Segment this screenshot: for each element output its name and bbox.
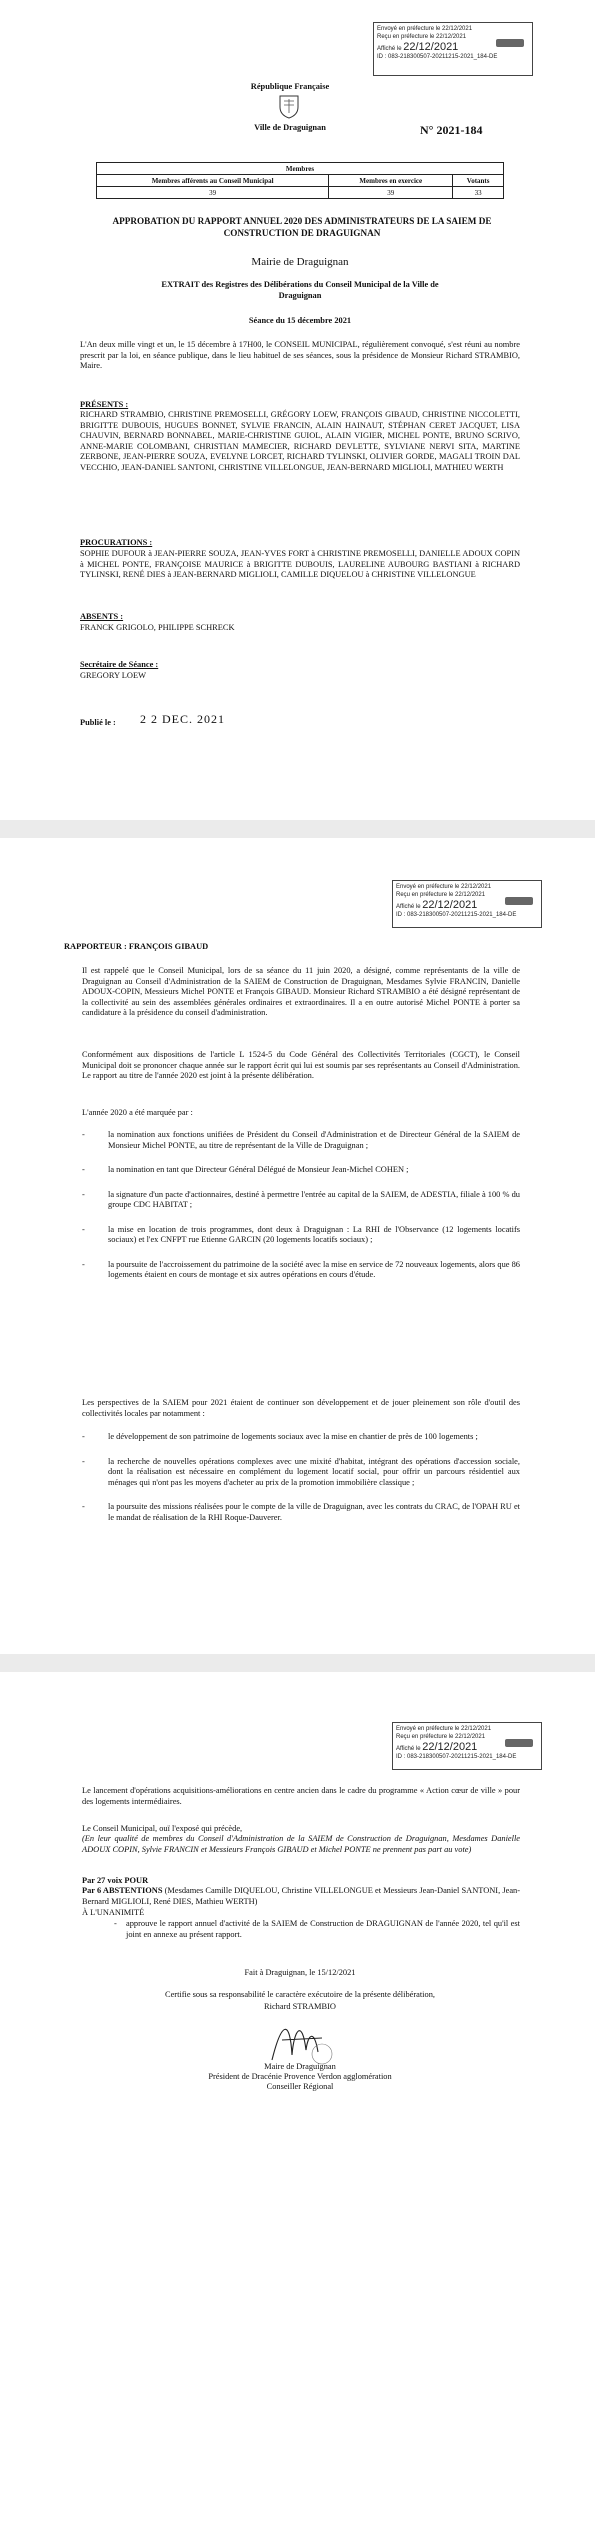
barcode-icon (496, 39, 524, 47)
signer-role-2: Président de Dracénie Provence Verdon agglomération (208, 2072, 392, 2081)
prefecture-stamp (392, 880, 542, 928)
secretary-label: Secrétaire de Séance : (80, 660, 159, 669)
prefecture-stamp (373, 22, 533, 76)
signer-name: Richard STRAMBIO (264, 2002, 336, 2011)
document-page-1 (0, 0, 595, 820)
list-item: - la mise en location de trois programmes, dont deux à Draguignan : La RHI de l'Observance (12 logements locatifs sociaux) et l'ex CNFPT rue Etienne GARCIN (20 logements locatifs sociaux) ; (68, 1225, 520, 1246)
paragraph-3: L'année 2020 a été marquée par : (82, 1108, 193, 1117)
stamp-received: Reçu en préfecture le 22/12/2021 (396, 1734, 486, 1740)
members-header: Membres en exercice (329, 175, 453, 187)
council-intro: Le Conseil Municipal, ouï l'exposé qui précède, (82, 1824, 243, 1833)
procurations-label: PROCURATIONS : (80, 538, 153, 547)
presents-label: PRÉSENTS : (80, 400, 129, 409)
vote-abstentions (82, 1886, 520, 1907)
stamp-posted: Affiché le (396, 904, 421, 910)
list-item: - la nomination en tant que Directeur Général Délégué de Monsieur Jean-Michel COHEN ; (68, 1165, 520, 1176)
abstentions-names: (Mesdames Camille DIQUELOU, Christine VILLELONGUE et Messieurs Jean-Daniel SANTONI, Jean-Bernard MIGLIOLI, René DIES, Mathieu WERTH) (82, 1886, 521, 1906)
handwritten-signature (262, 2010, 342, 2070)
stamp-date: 22/12/2021 (403, 41, 459, 53)
prefecture-stamp (392, 1722, 542, 1770)
published-label: Publié le : (80, 718, 116, 727)
paragraph-2: Conformément aux dispositions de l'article L 1524-5 du Code Général des Collectivités Territoriales (CGCT), le Conseil Municipal doit se prononcer chaque année sur le rapport écrit qui lui est soumis par ses représentants au Conseil d'Administration. Le rapport au titre de l'année 2020 est joint à la présente délibération. (82, 1050, 520, 1080)
session-date: Séance du 15 décembre 2021 (248, 316, 352, 325)
document-page-3 (0, 1672, 595, 2536)
approval-text (100, 1919, 520, 1954)
stamp-sent: Envoyé en préfecture le 22/12/2021 (377, 26, 473, 32)
highlights-list (68, 1130, 520, 1295)
paragraph-1: Le lancement d'opérations acquisitions-améliorations en centre ancien dans le cadre du programme « Action cœur de ville » pour des logements intermédiaires. (82, 1786, 520, 1806)
stamp-posted: Affiché le (396, 1746, 421, 1752)
barcode-icon (505, 897, 533, 905)
barcode-icon (505, 1739, 533, 1747)
list-item: - le développement de son patrimoine de logements sociaux avec la mise en chantier de près de 100 logements ; (68, 1432, 520, 1443)
vote-for: Par 27 voix POUR (82, 1876, 149, 1885)
deliberation-number: N° 2021-184 (420, 123, 483, 137)
members-value: 39 (97, 187, 329, 199)
signer-role-3: Conseiller Régional (266, 2082, 334, 2091)
place-date: Fait à Draguignan, le 15/12/2021 (244, 1968, 356, 1977)
document-page-2 (0, 838, 595, 1654)
paragraph-4: Les perspectives de la SAIEM pour 2021 étaient de continuer son développement et de jouer pleinement son rôle d'outil des collectivités locales par notamment : (82, 1398, 520, 1418)
stamp-received: Reçu en préfecture le 22/12/2021 (396, 892, 486, 898)
stamp-date: 22/12/2021 (422, 1741, 478, 1753)
city-label: Ville de Draguignan (254, 123, 326, 132)
published-date: 2 2 DEC. 2021 (140, 712, 225, 726)
absents-list: FRANCK GRIGOLO, PHILIPPE SCHRECK (80, 623, 235, 632)
non-voting-note: (En leur qualité de membres du Conseil d'Administration de la SAIEM de Construction de Draguignan, Mesdames Danielle ADOUX COPIN, Sylvie FRANCIN et Messieurs François GIBAUD et Michel PONTE ne prennent pas part au vote) (82, 1834, 520, 1854)
stamp-id: ID : 083-218300507-20211215-2021_184-DE (396, 1754, 517, 1760)
procurations-list: SOPHIE DUFOUR à JEAN-PIERRE SOUZA, JEAN-YVES FORT à CHRISTINE PREMOSELLI, DANIELLE ADOUX COPIN à MICHEL PONTE, FRANÇOISE MAURICE à BRIGITTE DUBOUIS, LAURELINE AUBOURG BASTIANI à RICHARD TYLINSKI, RENÉ DIES à JEAN-BERNARD MIGLIOLI, CAMILLE DIQUELOU à CHRISTINE VILLELONGUE (80, 549, 520, 579)
members-value: 39 (329, 187, 453, 199)
list-item: - la nomination aux fonctions unifiées de Président du Conseil d'Administration et de Directeur Général de la SAIEM de Monsieur Michel PONTE, au titre de représentant de la Ville de Draguignan ; (68, 1130, 520, 1151)
stamp-id: ID : 083-218300507-20211215-2021_184-DE (396, 912, 517, 918)
presents-list: RICHARD STRAMBIO, CHRISTINE PREMOSELLI, GRÉGORY LOEW, FRANÇOIS GIBAUD, CHRISTINE NICCOLETTI, BRIGITTE DUBOUIS, HUGUES BONNET, SYLVIE FRANCIN, ALAIN HAINAUT, STÉPHAN CERET JACQUET, LISA CHAUVIN, BERNARD BONNABEL, MARIE-CHRISTINE GUIOL, ALAIN VIGIER, MICHEL PONTE, BRUNO SCRIVO, ANNE-MARIE COLOMBANI, CHRISTIAN MAMECIER, RICHARD DEVLETTE, SYLVIANE NERVI SITA, MARTINE ZERBONE, JEAN-PIERRE SOUZA, EVELYNE LORCET, RICHARD TYLINSKI, OLIVIER GORDE, MAGALI TROIN DAL VECCHIO, JEAN-DANIEL SANTONI, CHRISTINE VILLELONGUE, JEAN-BERNARD MIGLIOLI, MATHIEU WERTH (80, 410, 520, 472)
members-header: Membres afférents au Conseil Municipal (97, 175, 329, 187)
list-item: - approuve le rapport annuel d'activité de la SAIEM de Construction de DRAGUIGNAN de l'année 2020, tel qu'il est joint en annexe au présent rapport. (100, 1919, 520, 1940)
members-table (96, 162, 504, 199)
intro-paragraph: L'An deux mille vingt et un, le 15 décembre à 17H00, le CONSEIL MUNICIPAL, régulièrement convoqué, s'est réuni au nombre prescrit par la loi, en séance publique, dans le lieu habituel de ses séances, sous la présidence de Monsieur Richard STRAMBIO, Maire. (80, 340, 520, 370)
stamp-id: ID : 083-218300507-20211215-2021_184-DE (377, 54, 498, 60)
perspectives-list (68, 1432, 520, 1537)
rapporteur-label: RAPPORTEUR : FRANÇOIS GIBAUD (64, 942, 209, 951)
abstentions-label: Par 6 ABSTENTIONS (82, 1886, 163, 1895)
members-header: Votants (453, 175, 504, 187)
list-item: - la signature d'un pacte d'actionnaires, destiné à permettre l'entrée au capital de la SAIEM, de ADESTIA, filiale à 100 % du groupe CDC HABITAT ; (68, 1190, 520, 1211)
list-item: - la poursuite des missions réalisées pour le compte de la ville de Draguignan, avec les contrats du CRAC, de l'OPAH RU et le mandat de réalisation de la RHI Roque-Dauverer. (68, 1502, 520, 1523)
stamp-sent: Envoyé en préfecture le 22/12/2021 (396, 1726, 492, 1732)
list-item: - la recherche de nouvelles opérations complexes avec une mixité d'habitat, intégrant des opérations d'accession sociale, dont la réalisation est nécessaire en complément du logement locatif social, pour offrir un parcours résidentiel aux ménages qui n'ont pas les moyens d'acheter au prix de la promotion immobilière classique ; (68, 1457, 520, 1489)
certification-text: Certifie sous sa responsabilité le caractère exécutoire de la présente délibération, (165, 1990, 435, 1999)
stamp-sent: Envoyé en préfecture le 22/12/2021 (396, 884, 492, 890)
republic-label: République Française (250, 82, 330, 91)
members-title: Membres (97, 163, 504, 175)
deliberation-title: APPROBATION DU RAPPORT ANNUEL 2020 DES ADMINISTRATEURS DE LA SAIEM DE CONSTRUCTION DE DRAGUIGNAN (112, 216, 492, 238)
members-value: 33 (453, 187, 504, 199)
stamp-date: 22/12/2021 (422, 899, 478, 911)
extract-label: EXTRAIT des Registres des Délibérations du Conseil Municipal de la Ville de Draguignan (161, 280, 439, 300)
city-crest-icon (278, 93, 300, 119)
signer-role-1: Maire de Draguignan (264, 2062, 336, 2071)
stamp-posted: Affiché le (377, 46, 402, 52)
secretary-name: GREGORY LOEW (80, 671, 146, 680)
paragraph-1: Il est rappelé que le Conseil Municipal, lors de sa séance du 11 juin 2020, a désigné, comme représentants de la ville de Draguignan au Conseil d'Administration de la SAIEM de Construction de Draguignan, Mesdames Sylvie FRANCIN, Danielle ADOUX-COPIN, Messieurs Michel PONTE et François GIBAUD. Monsieur Richard STRAMBIO a été désigné représentant de la collectivité au sein des assemblées générales ordinaires et extraordinaires. Il a en outre autorisé Michel PONTE à porter sa candidature à la présidence du conseil d'administration. (82, 966, 520, 1017)
stamp-received: Reçu en préfecture le 22/12/2021 (377, 34, 467, 40)
mairie-label: Mairie de Draguignan (251, 256, 349, 268)
list-item: - la poursuite de l'accroissement du patrimoine de la société avec la mise en service de 72 nouveaux logements, alors que 86 logements étaient en cours de montage et six autres opérations en cours d'étude. (68, 1260, 520, 1281)
unanimity-label: À L'UNANIMITÉ (82, 1908, 145, 1917)
absents-label: ABSENTS : (80, 612, 124, 621)
